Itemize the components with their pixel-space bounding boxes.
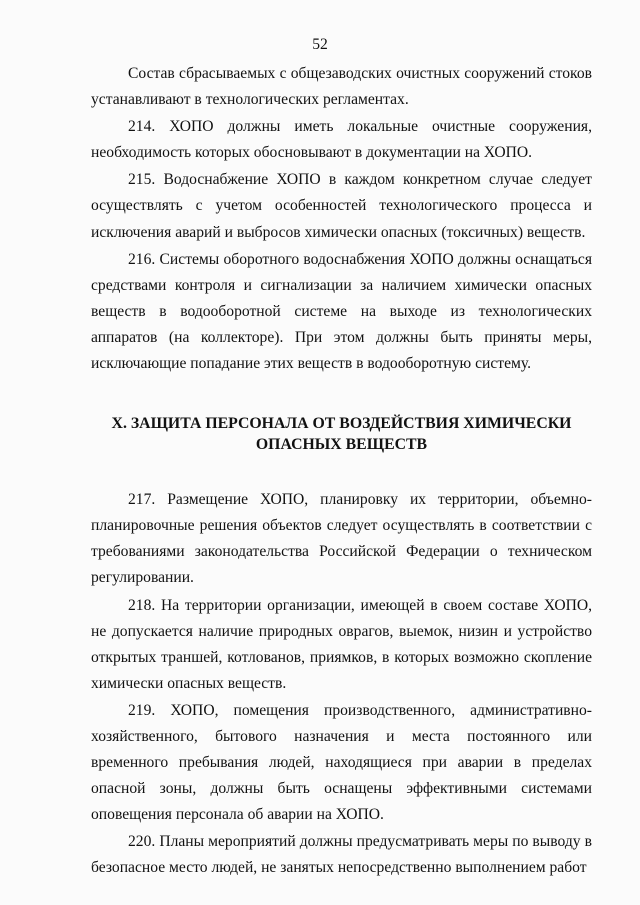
document-body — [91, 61, 592, 882]
paragraph-216: 216. Системы оборотного водоснабжения ХОПО должны оснащаться средствами контроля и сигнализации за наличием химически опасных веществ в водооборотной системе на выходе из технологических аппаратов (на коллекторе). При этом должны быть приняты меры, исключающие попадание этих веществ в водооборотную систему. — [91, 250, 592, 373]
section-heading-line-2: ОПАСНЫХ ВЕЩЕСТВ — [255, 436, 428, 454]
paragraph-217: 217. Размещение ХОПО, планировку их территории, объемно-планировочные решения объектов следует осуществлять в соответствии с требованиями законодательства Российской Федерации о техническом регулировании. — [91, 491, 592, 587]
paragraph-stocks-composition: Состав сбрасываемых с общезаводских очистных сооружений стоков устанавливают в технологических регламентах. — [91, 65, 592, 109]
paragraph-214: 214. ХОПО должны иметь локальные очистные сооружения, необходимость которых обосновывают в документации на ХОПО. — [91, 118, 592, 162]
paragraph-215: 215. Водоснабжение ХОПО в каждом конкретном случае следует осуществлять с учетом особенностей технологического процесса и исключения аварий и выбросов химически опасных (токсичных) веществ. — [91, 171, 592, 241]
page-number: 52 — [312, 36, 328, 53]
paragraph-220: 220. Планы мероприятий должны предусматривать меры по выводу в безопасное место людей, не занятых непосредственно выполнением работ — [91, 833, 592, 877]
section-heading-line-1: X. ЗАЩИТА ПЕРСОНАЛА ОТ ВОЗДЕЙСТВИЯ ХИМИЧЕСКИ — [111, 415, 572, 433]
section-heading — [91, 413, 592, 455]
paragraph-219: 219. ХОПО, помещения производственного, административно-хозяйственного, бытового назначения и места постоянного или временного пребывания людей, находящиеся при аварии в пределах опасной зоны, должны быть оснащены эффективными системами оповещения персонала об аварии на ХОПО. — [91, 701, 592, 824]
paragraph-218: 218. На территории организации, имеющей в своем составе ХОПО, не допускается наличие природных оврагов, выемок, низин и устройство открытых траншей, котлованов, приямков, в которых возможно скопление химически опасных веществ. — [91, 596, 592, 692]
